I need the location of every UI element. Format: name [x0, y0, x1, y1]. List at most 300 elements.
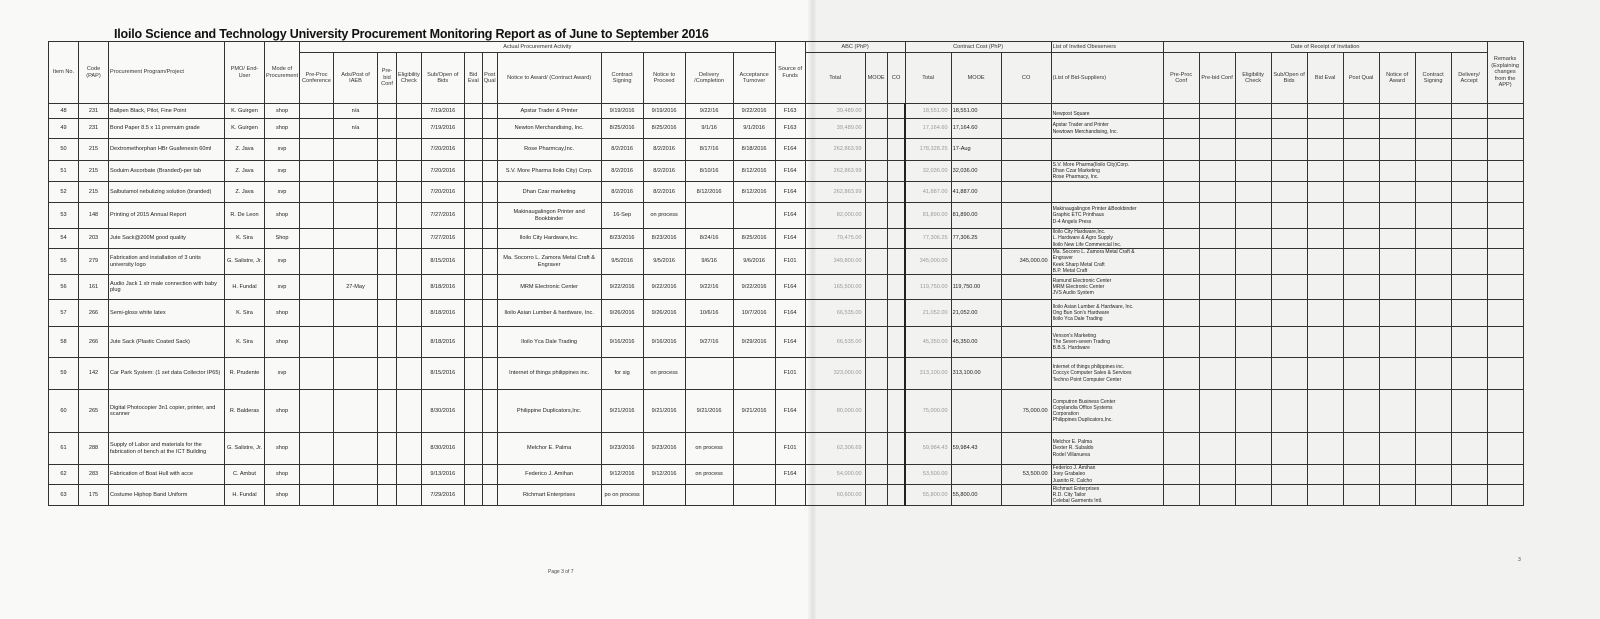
abc-co-cell — [887, 182, 905, 203]
receipt-date-cell — [1163, 104, 1199, 119]
ads-post-cell — [334, 203, 378, 229]
source-fund-cell: F101 — [775, 249, 805, 275]
receipt-date-cell — [1415, 203, 1451, 229]
ads-post-cell — [334, 485, 378, 506]
remarks-cell — [1487, 485, 1523, 506]
abc-mooe-cell — [865, 275, 887, 300]
receipt-date-cell — [1163, 203, 1199, 229]
receipt-date-cell — [1415, 119, 1451, 139]
receipt-date-cell — [1379, 485, 1415, 506]
corner-page-number: 3 — [1518, 557, 1521, 563]
receipt-date-cell — [1307, 139, 1343, 161]
header-delivery: Delivery /Completion — [685, 53, 733, 104]
cc-total-cell: 32,036.00 — [905, 161, 951, 182]
code-cell: 283 — [79, 465, 109, 485]
sub-open-cell: 8/15/2016 — [421, 358, 464, 390]
delivery-cell: on process — [685, 433, 733, 465]
cc-mooe-cell — [951, 465, 1001, 485]
source-fund-cell: F163 — [775, 119, 805, 139]
receipt-date-cell — [1163, 390, 1199, 433]
abc-mooe-cell — [865, 119, 887, 139]
remarks-cell — [1487, 275, 1523, 300]
bid-eval-cell — [464, 300, 482, 327]
pre-proc-cell — [300, 465, 334, 485]
remarks-cell — [1487, 249, 1523, 275]
receipt-date-cell — [1163, 358, 1199, 390]
receipt-date-cell — [1451, 182, 1487, 203]
receipt-date-cell — [1379, 139, 1415, 161]
procurement-table — [48, 41, 1524, 506]
remarks-cell — [1487, 229, 1523, 249]
pre-bid-cell — [378, 161, 397, 182]
receipt-date-cell — [1379, 275, 1415, 300]
mode-cell: shop — [265, 203, 300, 229]
cc-total-cell: 77,306.25 — [905, 229, 951, 249]
program-cell: Dextromethorphan HBr Guafenesin 60ml — [109, 139, 225, 161]
header-contract-signing: Contract Signing — [601, 53, 643, 104]
receipt-date-cell — [1379, 182, 1415, 203]
eligibility-cell — [397, 275, 422, 300]
header-r-delivery: Delivery/ Accept — [1451, 53, 1487, 104]
remarks-cell — [1487, 203, 1523, 229]
abc-total-cell: 262,863.99 — [805, 139, 865, 161]
contract-signing-cell: 9/19/2016 — [601, 104, 643, 119]
pre-proc-cell — [300, 249, 334, 275]
remarks-cell — [1487, 161, 1523, 182]
table-row — [49, 203, 1524, 229]
program-cell: Digital Photocopier 3n1 copier, printer, and scanner — [109, 390, 225, 433]
receipt-date-cell — [1451, 275, 1487, 300]
cc-co-cell — [1001, 139, 1051, 161]
bid-eval-cell — [464, 465, 482, 485]
receipt-date-cell — [1199, 433, 1235, 465]
table-row — [49, 300, 1524, 327]
receipt-date-cell — [1199, 229, 1235, 249]
receipt-date-cell — [1163, 182, 1199, 203]
receipt-date-cell — [1451, 358, 1487, 390]
abc-co-cell — [887, 229, 905, 249]
code-cell: 288 — [79, 433, 109, 465]
receipt-date-cell — [1343, 390, 1379, 433]
pre-proc-cell — [300, 104, 334, 119]
notice-proceed-cell: 8/2/2016 — [643, 161, 685, 182]
source-fund-cell: F163 — [775, 104, 805, 119]
source-fund-cell: F164 — [775, 229, 805, 249]
sub-open-cell: 7/20/2016 — [421, 182, 464, 203]
contract-signing-cell: 9/21/2016 — [601, 390, 643, 433]
receipt-date-cell — [1235, 104, 1271, 119]
receipt-date-cell — [1271, 275, 1307, 300]
abc-co-cell — [887, 139, 905, 161]
code-cell: 142 — [79, 358, 109, 390]
remarks-cell — [1487, 104, 1523, 119]
abc-co-cell — [887, 275, 905, 300]
eligibility-cell — [397, 161, 422, 182]
cc-total-cell: 75,000.00 — [905, 390, 951, 433]
suppliers-cell: Federico J. Amihan Joey Grabaleo Juanito R. Calcho — [1051, 465, 1163, 485]
program-cell: Bond Paper 8.5 x 11 premuim grade — [109, 119, 225, 139]
suppliers-cell: Iloilo City Hardware,Inc. L. Hardware & Agro Supply Iloilo New Life Commercial Inc. — [1051, 229, 1163, 249]
notice-award-cell: MRM Electronic Center — [497, 275, 601, 300]
pmo-cell: H. Fundal — [225, 275, 265, 300]
abc-total-cell: 60,600.00 — [805, 485, 865, 506]
pre-bid-cell — [378, 275, 397, 300]
bid-eval-cell — [464, 119, 482, 139]
delivery-cell: 9/22/16 — [685, 104, 733, 119]
notice-award-cell: Internet of things philippines inc. — [497, 358, 601, 390]
abc-total-cell: 66,535.00 — [805, 300, 865, 327]
notice-award-cell: Iloilo Asian Lumber & hardware, Inc. — [497, 300, 601, 327]
eligibility-cell — [397, 139, 422, 161]
mode-cell: svp — [265, 182, 300, 203]
program-cell: Costume Hiphop Band Uniform — [109, 485, 225, 506]
pre-proc-cell — [300, 358, 334, 390]
receipt-date-cell — [1307, 433, 1343, 465]
source-fund-cell: F164 — [775, 203, 805, 229]
receipt-date-cell — [1271, 119, 1307, 139]
item-no-cell: 54 — [49, 229, 79, 249]
post-qual-cell — [482, 433, 497, 465]
code-cell: 266 — [79, 300, 109, 327]
cc-co-cell: 345,000.00 — [1001, 249, 1051, 275]
receipt-date-cell — [1451, 327, 1487, 358]
header-sub-open: Sub/Open of Bids — [421, 53, 464, 104]
delivery-cell — [685, 203, 733, 229]
pre-bid-cell — [378, 390, 397, 433]
code-cell: 279 — [79, 249, 109, 275]
source-fund-cell: F164 — [775, 275, 805, 300]
ads-post-cell — [334, 465, 378, 485]
ads-post-cell — [334, 390, 378, 433]
abc-co-cell — [887, 203, 905, 229]
post-qual-cell — [482, 275, 497, 300]
cc-mooe-cell — [951, 249, 1001, 275]
delivery-cell: 9/6/16 — [685, 249, 733, 275]
receipt-date-cell — [1451, 390, 1487, 433]
pre-proc-cell — [300, 485, 334, 506]
abc-co-cell — [887, 119, 905, 139]
receipt-date-cell — [1307, 161, 1343, 182]
eligibility-cell — [397, 203, 422, 229]
contract-signing-cell: 9/16/2016 — [601, 327, 643, 358]
code-cell: 231 — [79, 104, 109, 119]
bid-eval-cell — [464, 275, 482, 300]
abc-total-cell: 165,500.00 — [805, 275, 865, 300]
delivery-cell: 10/6/16 — [685, 300, 733, 327]
receipt-date-cell — [1451, 485, 1487, 506]
header-abc-co: CO — [887, 53, 905, 104]
contract-signing-cell: 9/23/2016 — [601, 433, 643, 465]
header-pre-proc: Pre-Proc Conference — [300, 53, 334, 104]
ads-post-cell — [334, 161, 378, 182]
receipt-date-cell — [1451, 249, 1487, 275]
program-cell: Fabrication of Boat Hull with acce — [109, 465, 225, 485]
receipt-date-cell — [1271, 300, 1307, 327]
table-row — [49, 390, 1524, 433]
contract-signing-cell: 8/2/2016 — [601, 161, 643, 182]
code-cell: 203 — [79, 229, 109, 249]
receipt-date-cell — [1235, 229, 1271, 249]
pmo-cell: K. Guirgen — [225, 104, 265, 119]
receipt-date-cell — [1379, 119, 1415, 139]
receipt-date-cell — [1199, 104, 1235, 119]
delivery-cell: 8/24/16 — [685, 229, 733, 249]
sub-open-cell: 7/20/2016 — [421, 139, 464, 161]
abc-mooe-cell — [865, 161, 887, 182]
abc-mooe-cell — [865, 327, 887, 358]
item-no-cell: 56 — [49, 275, 79, 300]
receipt-date-cell — [1415, 249, 1451, 275]
receipt-date-cell — [1343, 182, 1379, 203]
post-qual-cell — [482, 465, 497, 485]
table-row — [49, 161, 1524, 182]
abc-mooe-cell — [865, 433, 887, 465]
notice-award-cell: Philippine Duplicators,Inc. — [497, 390, 601, 433]
delivery-cell: on process — [685, 465, 733, 485]
receipt-date-cell — [1235, 119, 1271, 139]
delivery-cell: 9/1/16 — [685, 119, 733, 139]
receipt-date-cell — [1415, 485, 1451, 506]
notice-award-cell: Federico J. Amihan — [497, 465, 601, 485]
receipt-date-cell — [1415, 390, 1451, 433]
program-cell: Salbutamol nebulizing solution (branded) — [109, 182, 225, 203]
abc-mooe-cell — [865, 182, 887, 203]
abc-mooe-cell — [865, 300, 887, 327]
receipt-date-cell — [1271, 358, 1307, 390]
item-no-cell: 63 — [49, 485, 79, 506]
sub-open-cell: 7/20/2016 — [421, 161, 464, 182]
mode-cell: shop — [265, 104, 300, 119]
acceptance-cell: 10/7/2016 — [733, 300, 775, 327]
delivery-cell: 9/21/2016 — [685, 390, 733, 433]
notice-award-cell: Newton Merchandising, Inc. — [497, 119, 601, 139]
delivery-cell: 9/22/16 — [685, 275, 733, 300]
suppliers-cell: Richmart Enterprises R.D. City Tailor Celebal Garments Intl. — [1051, 485, 1163, 506]
header-suppliers: (List of Bid-Suppliers) — [1051, 53, 1163, 104]
notice-proceed-cell: on process — [643, 203, 685, 229]
receipt-date-cell — [1235, 358, 1271, 390]
abc-mooe-cell — [865, 390, 887, 433]
cc-co-cell — [1001, 358, 1051, 390]
receipt-date-cell — [1235, 161, 1271, 182]
abc-co-cell — [887, 161, 905, 182]
cc-co-cell — [1001, 485, 1051, 506]
cc-mooe-cell: 119,750.00 — [951, 275, 1001, 300]
program-cell: Jute Sack (Plastic Coated Sack) — [109, 327, 225, 358]
cc-total-cell: 55,800.00 — [905, 485, 951, 506]
eligibility-cell — [397, 433, 422, 465]
receipt-date-cell — [1343, 327, 1379, 358]
mode-cell: shop — [265, 433, 300, 465]
remarks-cell — [1487, 433, 1523, 465]
pre-bid-cell — [378, 119, 397, 139]
cc-mooe-cell: 59,984.43 — [951, 433, 1001, 465]
receipt-date-cell — [1235, 139, 1271, 161]
item-no-cell: 53 — [49, 203, 79, 229]
receipt-date-cell — [1415, 104, 1451, 119]
abc-co-cell — [887, 433, 905, 465]
header-abc-total: Total — [805, 53, 865, 104]
pre-proc-cell — [300, 139, 334, 161]
cc-mooe-cell — [951, 390, 1001, 433]
receipt-date-cell — [1379, 249, 1415, 275]
source-fund-cell: F164 — [775, 465, 805, 485]
receipt-date-cell — [1199, 390, 1235, 433]
eligibility-cell — [397, 119, 422, 139]
pmo-cell: K. Sira — [225, 327, 265, 358]
receipt-date-cell — [1343, 161, 1379, 182]
acceptance-cell: 8/25/2016 — [733, 229, 775, 249]
remarks-cell — [1487, 139, 1523, 161]
abc-co-cell — [887, 390, 905, 433]
notice-award-cell: Iloilo Yca Dale Trading — [497, 327, 601, 358]
table-row — [49, 358, 1524, 390]
item-no-cell: 61 — [49, 433, 79, 465]
receipt-date-cell — [1379, 465, 1415, 485]
code-cell: 215 — [79, 161, 109, 182]
code-cell: 265 — [79, 390, 109, 433]
abc-total-cell: 39,489.00 — [805, 104, 865, 119]
notice-proceed-cell: 8/23/2016 — [643, 229, 685, 249]
post-qual-cell — [482, 229, 497, 249]
notice-award-cell: Richmart Enterprises — [497, 485, 601, 506]
receipt-date-cell — [1271, 390, 1307, 433]
bid-eval-cell — [464, 182, 482, 203]
acceptance-cell: 9/29/2016 — [733, 327, 775, 358]
ads-post-cell — [334, 358, 378, 390]
pre-bid-cell — [378, 465, 397, 485]
pmo-cell: Z. Java — [225, 161, 265, 182]
pmo-cell: H. Fundal — [225, 485, 265, 506]
receipt-date-cell — [1307, 203, 1343, 229]
program-cell: Fabrication and installation of 3 units university logo — [109, 249, 225, 275]
receipt-date-cell — [1271, 465, 1307, 485]
remarks-cell — [1487, 358, 1523, 390]
pre-proc-cell — [300, 275, 334, 300]
abc-co-cell — [887, 300, 905, 327]
receipt-date-cell — [1163, 119, 1199, 139]
cc-co-cell — [1001, 119, 1051, 139]
eligibility-cell — [397, 182, 422, 203]
contract-signing-cell: 8/2/2016 — [601, 182, 643, 203]
receipt-date-cell — [1235, 390, 1271, 433]
abc-co-cell — [887, 249, 905, 275]
sub-open-cell: 9/13/2016 — [421, 465, 464, 485]
pre-proc-cell — [300, 327, 334, 358]
cc-co-cell — [1001, 275, 1051, 300]
receipt-date-cell — [1235, 182, 1271, 203]
sub-open-cell: 8/18/2016 — [421, 275, 464, 300]
notice-proceed-cell: 8/2/2016 — [643, 182, 685, 203]
receipt-date-cell — [1379, 390, 1415, 433]
acceptance-cell — [733, 203, 775, 229]
header-eligibility: Eligibility Check — [397, 53, 422, 104]
receipt-date-cell — [1163, 275, 1199, 300]
abc-co-cell — [887, 327, 905, 358]
notice-proceed-cell: 9/19/2016 — [643, 104, 685, 119]
cc-co-cell — [1001, 161, 1051, 182]
bid-eval-cell — [464, 229, 482, 249]
receipt-date-cell — [1379, 161, 1415, 182]
abc-mooe-cell — [865, 104, 887, 119]
code-cell: 175 — [79, 485, 109, 506]
receipt-date-cell — [1451, 104, 1487, 119]
receipt-date-cell — [1379, 300, 1415, 327]
suppliers-cell — [1051, 139, 1163, 161]
abc-total-cell: 80,000.00 — [805, 390, 865, 433]
receipt-date-cell — [1379, 358, 1415, 390]
receipt-date-cell — [1415, 327, 1451, 358]
ads-post-cell — [334, 182, 378, 203]
pre-bid-cell — [378, 433, 397, 465]
receipt-date-cell — [1307, 327, 1343, 358]
cc-mooe-cell: 21,052.00 — [951, 300, 1001, 327]
source-fund-cell: F164 — [775, 161, 805, 182]
mode-cell: svp — [265, 161, 300, 182]
notice-award-cell: Melchor E. Palma — [497, 433, 601, 465]
suppliers-cell — [1051, 182, 1163, 203]
receipt-date-cell — [1163, 139, 1199, 161]
cc-co-cell — [1001, 433, 1051, 465]
item-no-cell: 58 — [49, 327, 79, 358]
receipt-date-cell — [1415, 275, 1451, 300]
post-qual-cell — [482, 300, 497, 327]
suppliers-cell: Apstar Trader and Printer Newtown Merchandising, Inc. — [1051, 119, 1163, 139]
contract-signing-cell: 9/22/2016 — [601, 275, 643, 300]
receipt-date-cell — [1307, 229, 1343, 249]
eligibility-cell — [397, 229, 422, 249]
cc-mooe-cell: 18,551.00 — [951, 104, 1001, 119]
program-cell: Jute Sack@200M good quality — [109, 229, 225, 249]
sub-open-cell: 7/27/2016 — [421, 203, 464, 229]
mode-cell: svp — [265, 249, 300, 275]
receipt-date-cell — [1451, 465, 1487, 485]
receipt-date-cell — [1343, 275, 1379, 300]
source-fund-cell: F164 — [775, 182, 805, 203]
cc-co-cell: 53,500.00 — [1001, 465, 1051, 485]
abc-mooe-cell — [865, 358, 887, 390]
header-source: Source of Funds — [775, 42, 805, 104]
abc-co-cell — [887, 485, 905, 506]
suppliers-cell: Melchor E. Palma Dexter R. Subaldo Rodel Villanueva — [1051, 433, 1163, 465]
pre-bid-cell — [378, 249, 397, 275]
acceptance-cell: 8/18/2016 — [733, 139, 775, 161]
pre-bid-cell — [378, 358, 397, 390]
suppliers-cell: Makinaugalingon Printer &Bookbinder Graphic ETC Printhaus D-4 Angels Press — [1051, 203, 1163, 229]
pre-proc-cell — [300, 182, 334, 203]
eligibility-cell — [397, 358, 422, 390]
mode-cell: shop — [265, 300, 300, 327]
receipt-date-cell — [1451, 229, 1487, 249]
cc-co-cell — [1001, 229, 1051, 249]
cc-mooe-cell: 313,100.00 — [951, 358, 1001, 390]
receipt-date-cell — [1415, 229, 1451, 249]
receipt-date-cell — [1451, 300, 1487, 327]
header-notice-proceed: Notice to Proceed — [643, 53, 685, 104]
receipt-date-cell — [1199, 465, 1235, 485]
abc-mooe-cell — [865, 203, 887, 229]
eligibility-cell — [397, 327, 422, 358]
item-no-cell: 52 — [49, 182, 79, 203]
header-cc-mooe: MOOE — [951, 53, 1001, 104]
receipt-date-cell — [1235, 275, 1271, 300]
abc-total-cell: 262,863.99 — [805, 182, 865, 203]
bid-eval-cell — [464, 358, 482, 390]
eligibility-cell — [397, 485, 422, 506]
receipt-date-cell — [1271, 203, 1307, 229]
program-cell: Printing of 2015 Annual Report — [109, 203, 225, 229]
item-no-cell: 60 — [49, 390, 79, 433]
